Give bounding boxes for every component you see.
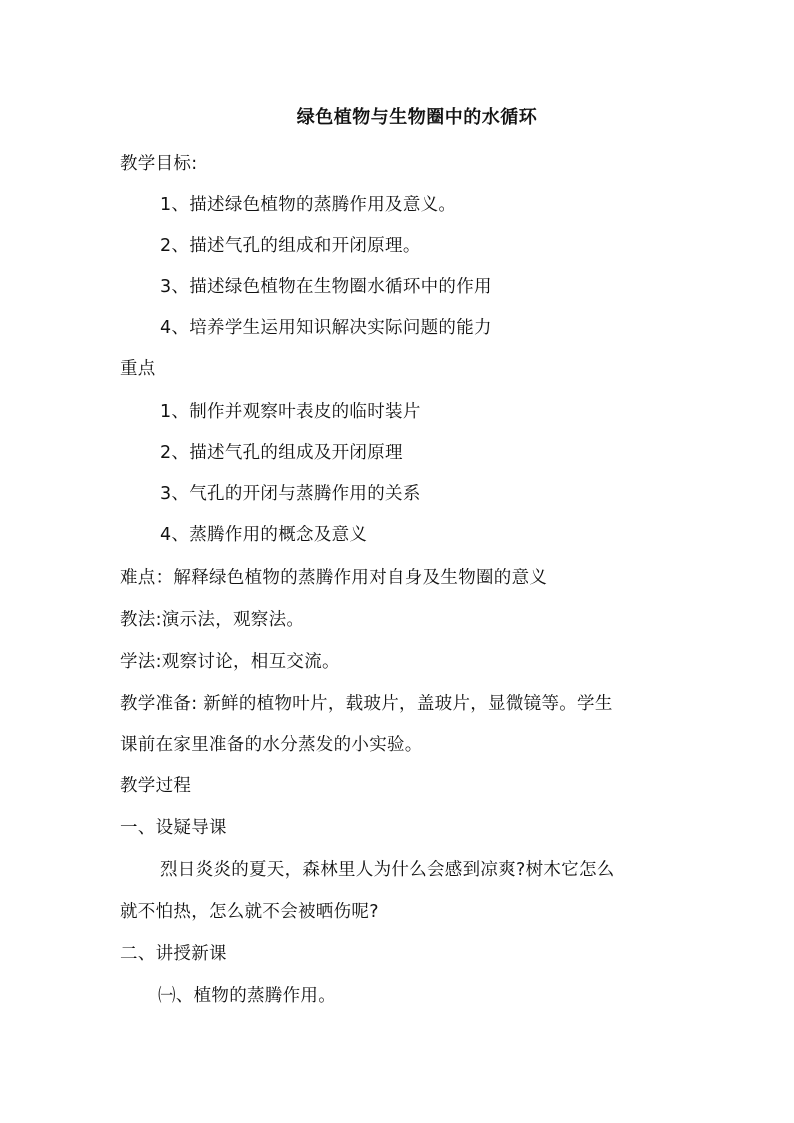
key-point-item-3: 3、气孔的开闭与蒸腾作用的关系 — [160, 484, 421, 504]
preparation-line-2: 课前在家里准备的水分蒸发的小实验。 — [120, 735, 423, 755]
objective-item-3: 3、描述绿色植物在生物圈水循环中的作用 — [160, 277, 492, 297]
teaching-method-line: 教法:演示法，观察法。 — [120, 610, 305, 630]
section2-heading: 二、讲授新课 — [120, 944, 227, 964]
document-title: 绿色植物与生物圈中的水循环 — [296, 107, 538, 128]
objectives-heading: 教学目标: — [120, 154, 198, 174]
objective-item-2: 2、描述气孔的组成和开闭原理。 — [160, 236, 421, 256]
objective-item-4: 4、培养学生运用知识解决实际问题的能力 — [160, 318, 492, 338]
objective-item-1: 1、描述绿色植物的蒸腾作用及意义。 — [160, 195, 457, 215]
learning-method-line: 学法:观察讨论，相互交流。 — [120, 652, 340, 672]
section1-heading: 一、设疑导课 — [120, 818, 227, 838]
preparation-line-1: 教学准备: 新鲜的植物叶片，载玻片，盖玻片，显微镜等。学生 — [120, 694, 613, 714]
section1-paragraph-line-1: 烈日炎炎的夏天，森林里人为什么会感到凉爽?树木它怎么 — [160, 860, 615, 880]
section2-subheading-1: ㈠、植物的蒸腾作用。 — [158, 986, 336, 1006]
key-point-item-4: 4、蒸腾作用的概念及意义 — [160, 525, 368, 545]
section1-paragraph-line-2: 就不怕热，怎么就不会被晒伤呢? — [120, 902, 379, 922]
key-point-item-2: 2、描述气孔的组成及开闭原理 — [160, 443, 403, 463]
difficulty-line: 难点：解释绿色植物的蒸腾作用对自身及生物圈的意义 — [120, 568, 548, 588]
key-points-heading: 重点 — [120, 359, 156, 379]
key-point-item-1: 1、制作并观察叶表皮的临时装片 — [160, 402, 421, 422]
process-heading: 教学过程 — [120, 776, 192, 796]
